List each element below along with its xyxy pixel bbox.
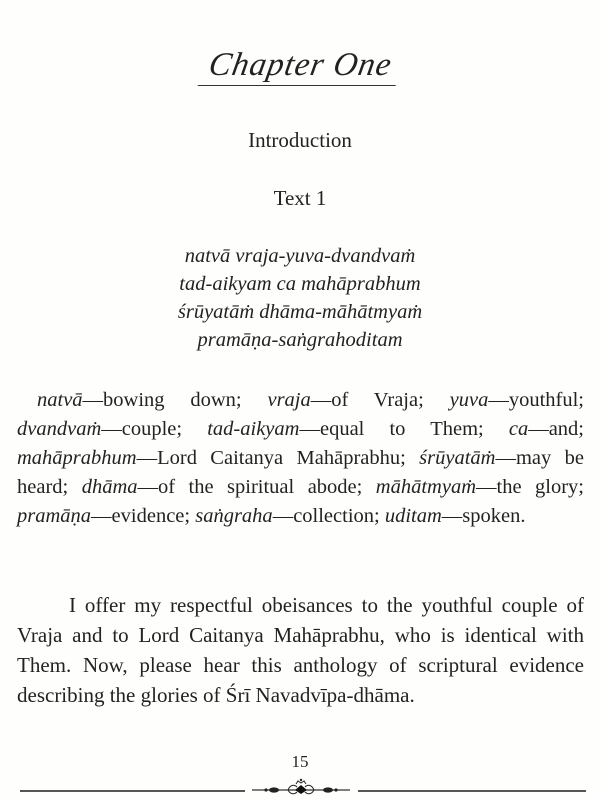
- synonym-term: ca: [508, 418, 529, 440]
- verse-line: pramāṇa-saṅgrahoditam: [197, 329, 403, 351]
- synonym-meaning: of the spiritual abode;: [158, 476, 376, 498]
- synonym-meaning: spoken.: [462, 505, 526, 527]
- synonym-dash: —: [441, 505, 463, 527]
- synonym-dash: —: [137, 476, 158, 498]
- synonym-term: māhātmyaṁ: [375, 476, 477, 498]
- synonym-meaning: may be heard;: [17, 447, 584, 498]
- synonym-meaning: youthful;: [508, 389, 584, 411]
- synonym-meaning: the glory;: [496, 476, 584, 498]
- sanskrit-verse: [0, 242, 600, 354]
- chapter-title: Chapter One: [197, 48, 402, 86]
- synonym-dash: —: [476, 476, 497, 498]
- synonym-meaning: Lord Caitanya Mahāprabhu;: [157, 447, 420, 469]
- synonym-term: śrūyatāṁ: [419, 447, 496, 469]
- translation-paragraph: I offer my respectful obeisances to the youthful couple of Vraja and to Lord Caitanya Mahāprabhu, who is identical with Them. Now, please hear this anthology of scriptural evidence describing the glories of Śrī Navadvīpa-dhāma.: [17, 593, 584, 707]
- synonym-term: mahāprabhum: [17, 447, 137, 469]
- synonym-term: tad-aikyam: [207, 418, 300, 440]
- footer-rule-right: [358, 790, 586, 792]
- page-number: 15: [291, 752, 309, 771]
- chapter-heading: [0, 48, 600, 86]
- synonym-dash: —: [299, 418, 320, 440]
- synonym-dash: —: [528, 418, 549, 440]
- text-number-label: Text 1: [273, 186, 327, 210]
- footer-rule-left: [20, 790, 245, 792]
- synonym-term: natvā: [37, 389, 83, 411]
- synonym-term: uditam: [384, 505, 442, 527]
- synonym-meaning: and;: [548, 418, 584, 440]
- synonym-dash: —: [91, 505, 112, 527]
- synonym-meaning: equal to Them;: [319, 418, 509, 440]
- synonym-term: yuva: [449, 389, 489, 411]
- synonym-meaning: collection;: [293, 505, 385, 527]
- synonym-term: vraja: [267, 389, 311, 411]
- synonym-term: dvandvaṁ: [17, 418, 102, 440]
- synonym-term: dhāma: [81, 476, 138, 498]
- synonym-dash: —: [101, 418, 122, 440]
- fleuron-ornament-icon: [252, 778, 350, 795]
- synonym-dash: —: [136, 447, 158, 469]
- verse-line: śrūyatāṁ dhāma-māhātmyaṁ: [177, 301, 423, 323]
- section-title: Introduction: [248, 128, 352, 152]
- synonym-meaning: bowing down;: [103, 389, 268, 411]
- word-for-word-synonyms: [17, 386, 584, 531]
- synonym-dash: —: [310, 389, 332, 411]
- verse-line: tad-aikyam ca mahāprabhum: [179, 273, 421, 295]
- synonym-dash: —: [495, 447, 516, 469]
- synonym-dash: —: [488, 389, 509, 411]
- synonym-meaning: of Vraja;: [331, 389, 450, 411]
- synonym-dash: —: [82, 389, 104, 411]
- synonym-dash: —: [272, 505, 294, 527]
- synonym-term: pramāṇa: [17, 505, 92, 527]
- verse-line: natvā vraja-yuva-dvandvaṁ: [184, 245, 416, 267]
- synonym-meaning: evidence;: [111, 505, 196, 527]
- synonym-term: saṅgraha: [195, 505, 273, 527]
- synonym-meaning: couple;: [121, 418, 208, 440]
